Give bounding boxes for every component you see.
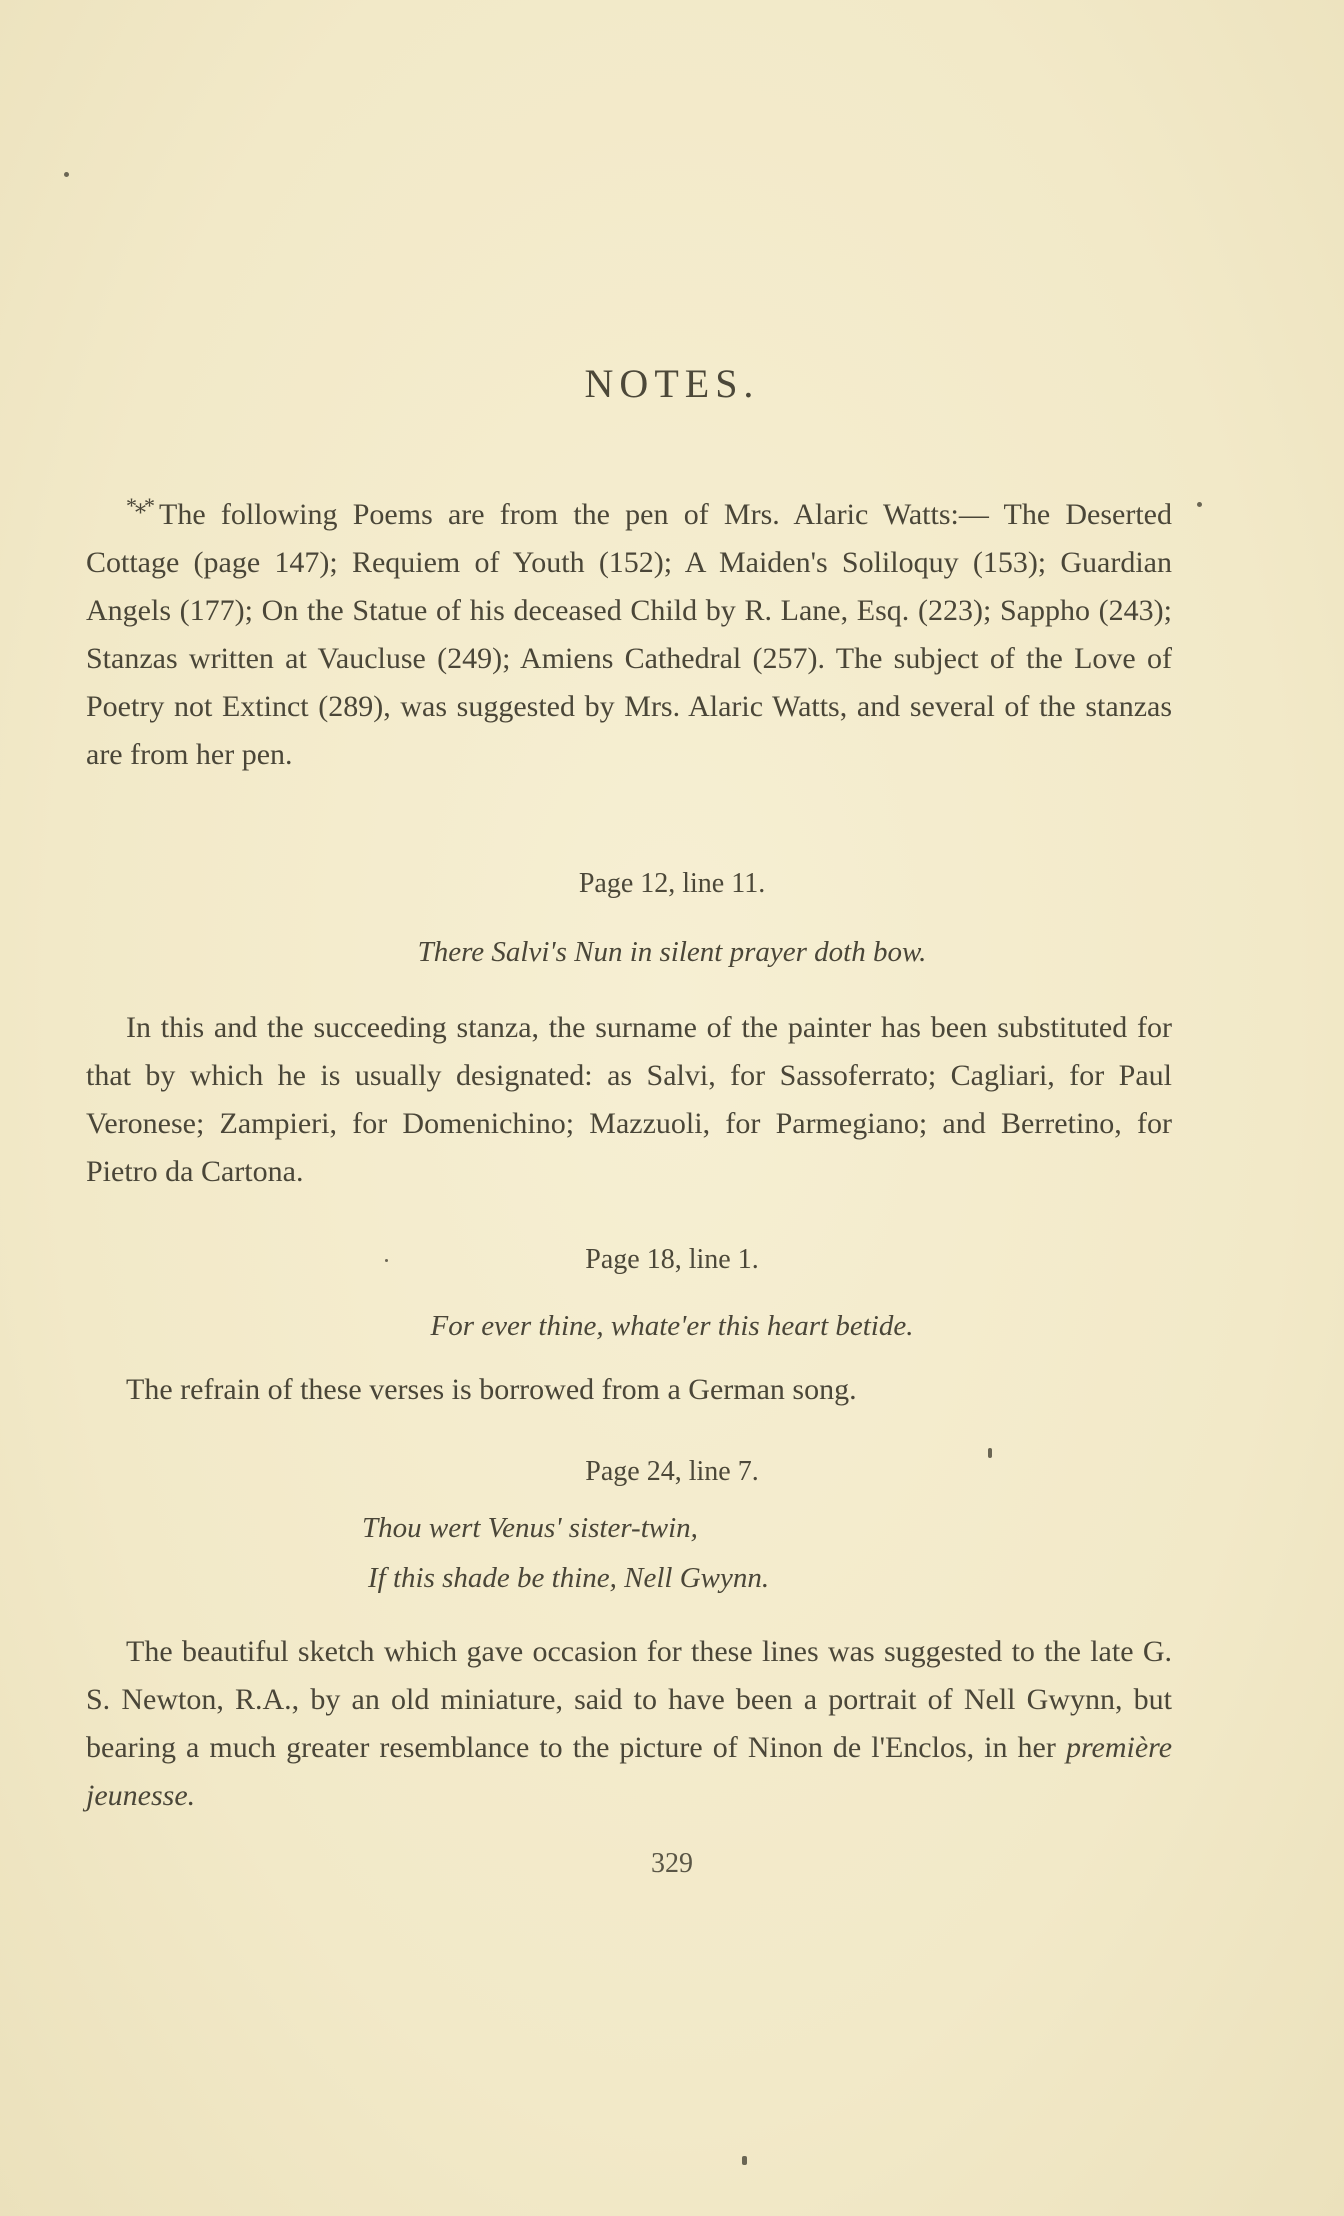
- note-1-body: In this and the succeeding stanza, the surname of the painter has been substituted for that by which he is usually designated: as Salvi, for Sassoferrato; Cagliari, for Paul Veronese; Zampieri, for Domenichino; Mazzuoli, for Parmegiano; and Berretino, for Pietro da Cartona.: [86, 1011, 1172, 1188]
- paper-speck: [988, 1448, 992, 1458]
- paper-speck: [64, 172, 69, 177]
- note-3-quote-line-2: If this shade be thine, Nell Gwynn.: [368, 1562, 770, 1594]
- note-2-body: The refrain of these verses is borrowed from a German song.: [126, 1373, 857, 1406]
- page-heading: NOTES.: [584, 361, 760, 406]
- intro-paragraph: [86, 482, 1172, 779]
- note-3-body-text: The beautiful sketch which gave occasion for these lines was suggested to the late G. S. Newton, R.A., by an old miniature, said to have been a portrait of Nell Gwynn, but bearing a much greater resemblance to the picture of Ninon de l'Enclos, in her: [86, 1635, 1172, 1764]
- note-3-quote-line-1: Thou wert Venus' sister-twin,: [362, 1512, 698, 1544]
- paper-speck: [385, 1259, 388, 1262]
- note-1-reference: Page 12, line 11.: [578, 868, 766, 899]
- page-number: 329: [651, 1848, 693, 1879]
- paper-speck: [1197, 502, 1202, 507]
- note-2-reference: Page 18, line 1.: [585, 1244, 759, 1275]
- note-1-quote: There Salvi's Nun in silent prayer doth bow.: [417, 936, 927, 968]
- asterism-mark: *⁎*: [126, 493, 153, 518]
- paper-speck: [742, 2156, 747, 2165]
- note-3-reference: Page 24, line 7.: [585, 1456, 759, 1487]
- note-3-body-italic: première jeunesse.: [86, 1731, 1173, 1812]
- note-2-quote: For ever thine, whate'er this heart betide.: [430, 1310, 914, 1342]
- intro-text: The following Poems are from the pen of Mrs. Alaric Watts:— The Deserted Cottage (page 147); Requiem of Youth (152); A Maiden's Soliloquy (153); Guardian Angels (177); On the Statue of his deceased Child by R. Lane, Esq. (223); Sappho (243); Stanzas written at Vaucluse (249); Amiens Cathedral (257). The subject of the Love of Poetry not Extinct (289), was suggested by Mrs. Alaric Watts, and several of the stanzas are from her pen.: [86, 498, 1172, 771]
- note-3-body: [86, 1628, 1172, 1820]
